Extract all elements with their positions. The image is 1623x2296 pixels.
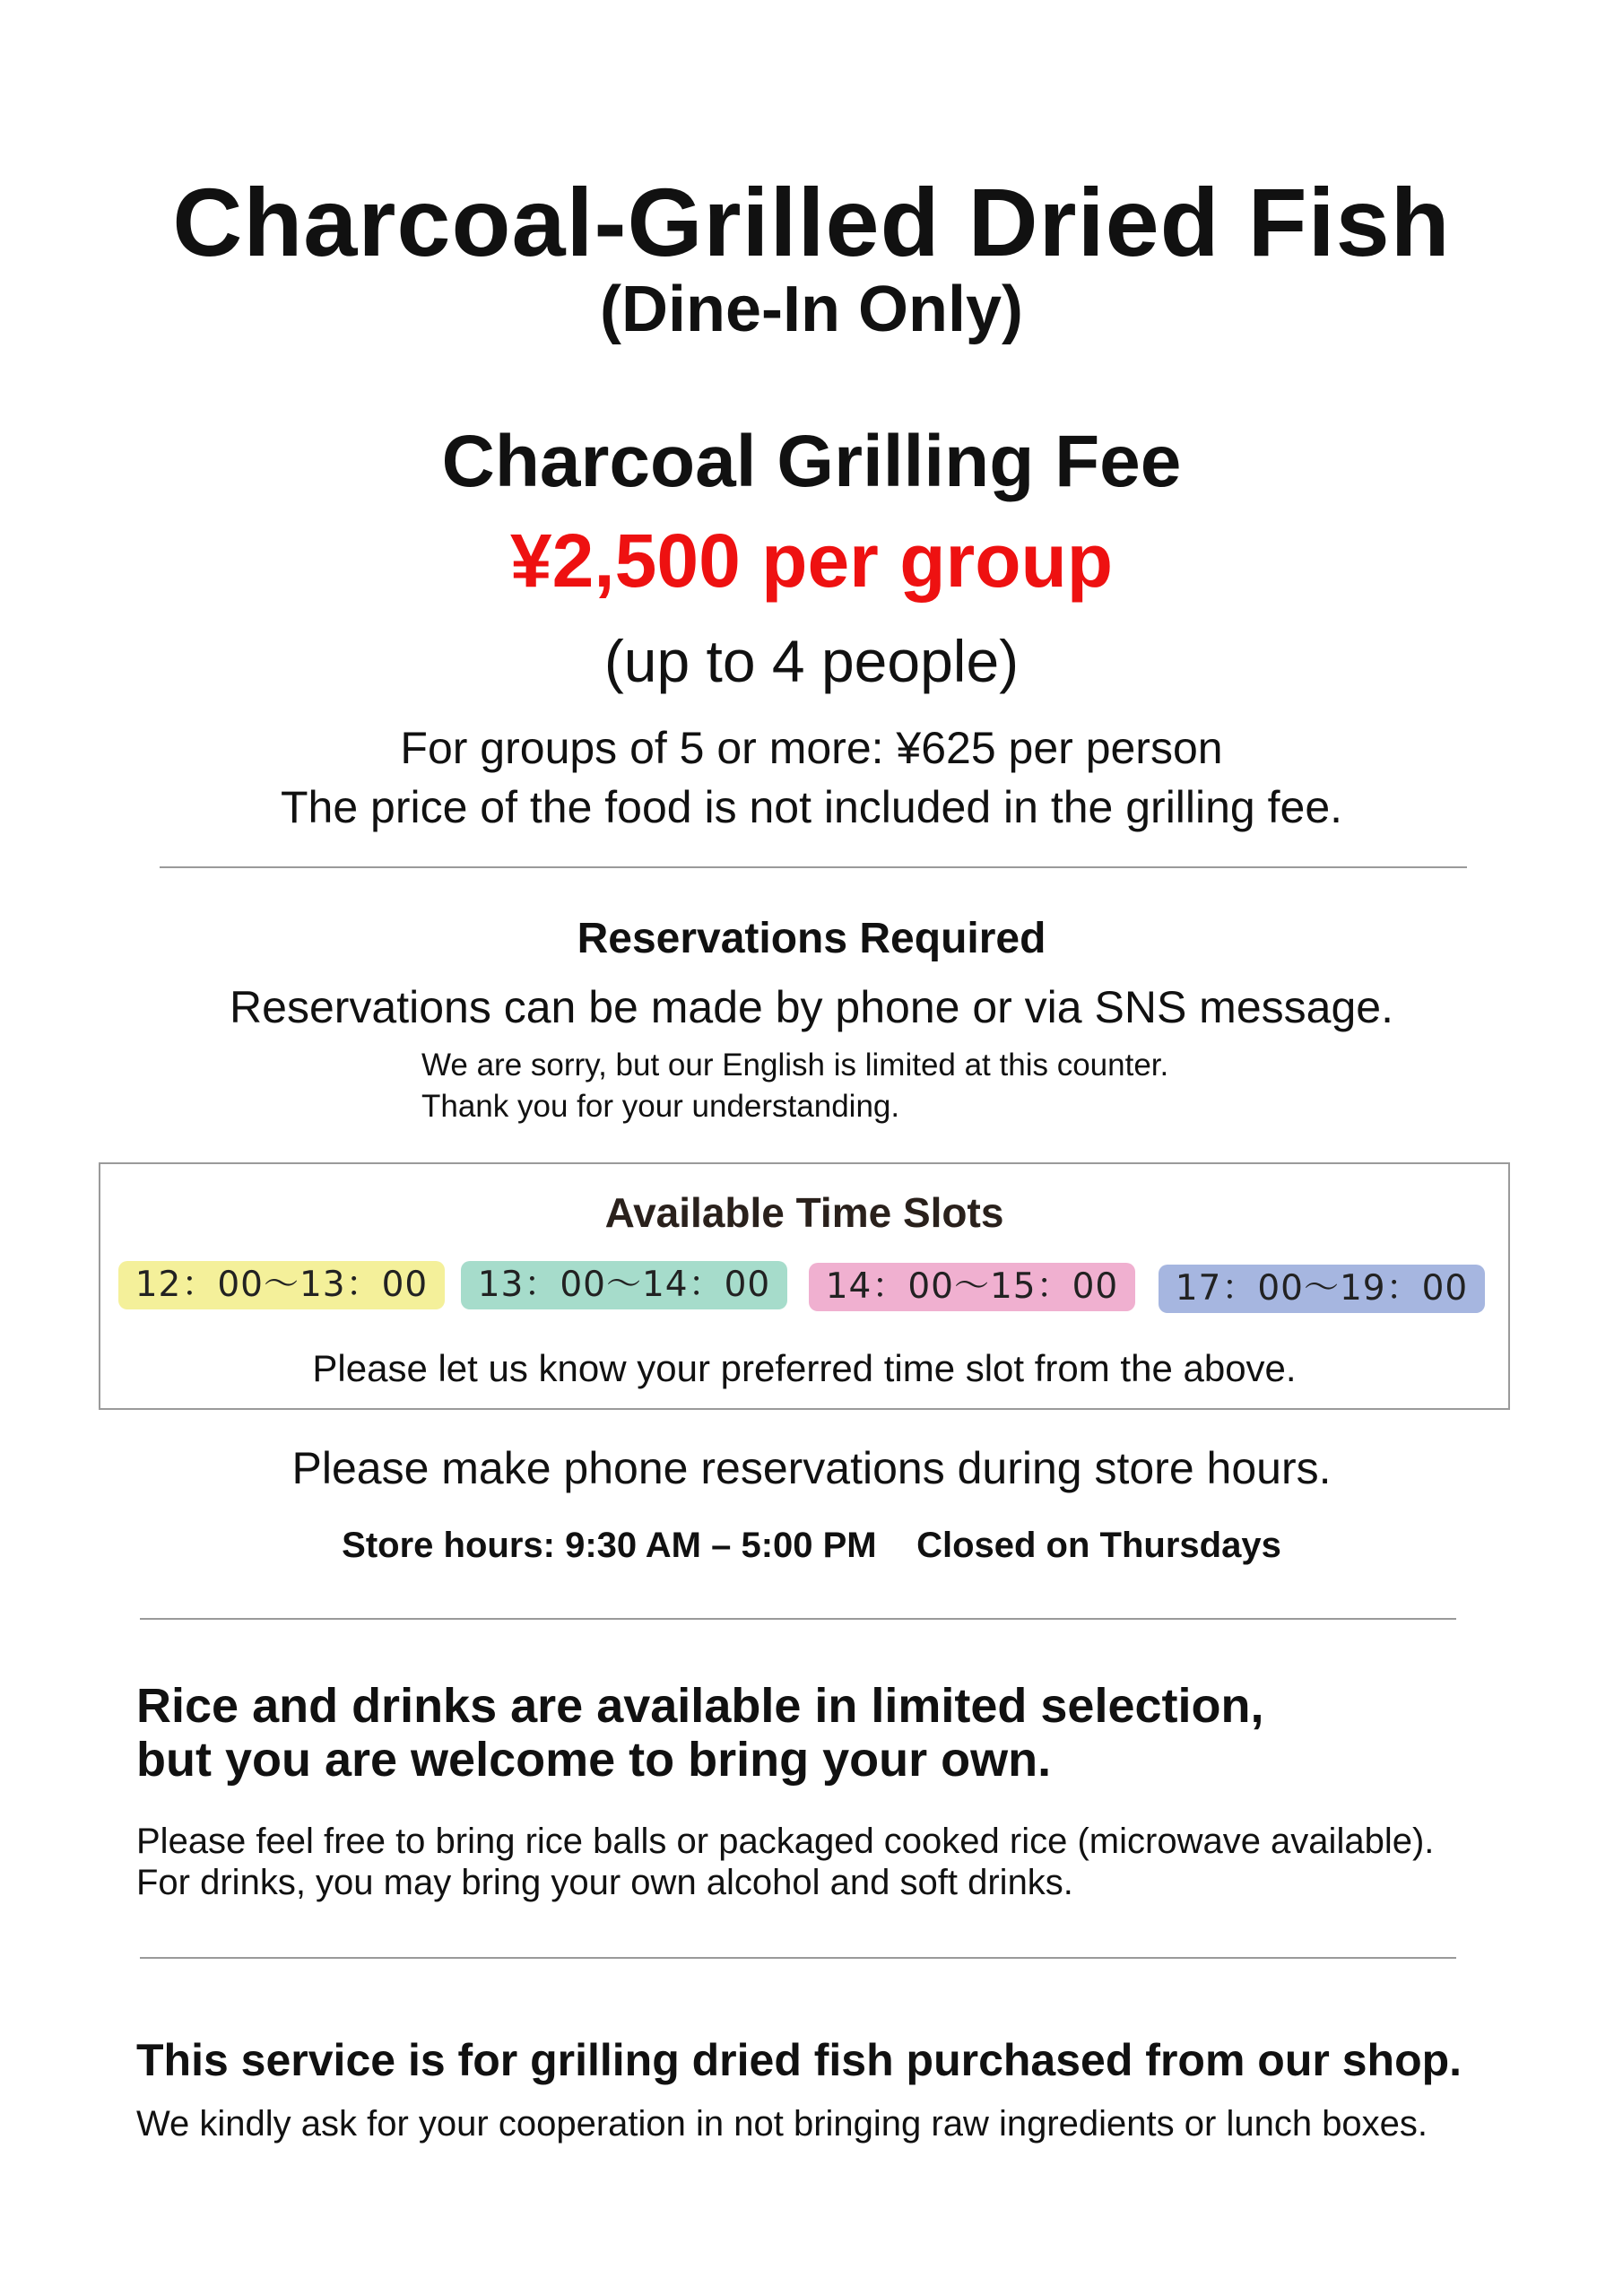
- time-slot-badge: 17：00〜19：00: [1159, 1265, 1485, 1313]
- fee-capacity: (up to 4 people): [603, 628, 1020, 694]
- store-hours: [0, 1520, 1623, 1570]
- rice-drinks-heading: [136, 1679, 1481, 1787]
- rice-drinks-detail-line: Please feel free to bring rice balls or packaged cooked rice (microwave available).: [136, 1822, 1435, 1861]
- rice-drinks-heading-line: but you are welcome to bring your own.: [136, 1733, 1052, 1787]
- fee-heading: Charcoal Grilling Fee: [441, 421, 1182, 502]
- apology-line: We are sorry, but our English is limited at this counter.: [421, 1048, 1169, 1083]
- phone-reservation-note: Please make phone reservations during store hours.: [291, 1443, 1332, 1493]
- time-slots-note: Please let us know your preferred time slot from the above.: [312, 1347, 1297, 1389]
- divider: [140, 1618, 1456, 1620]
- service-detail: We kindly ask for your cooperation in not bringing raw ingredients or lunch boxes.: [136, 2104, 1428, 2144]
- closed-day-text: Closed on Thursdays: [916, 1526, 1281, 1565]
- page-title: Charcoal-Grilled Dried Fish: [172, 168, 1451, 276]
- language-apology: [421, 1045, 1497, 1127]
- rice-drinks-detail: [136, 1821, 1589, 1903]
- time-slot-badge: 13：00〜14：00: [461, 1261, 787, 1309]
- fee-price: ¥2,500 per group: [509, 518, 1114, 603]
- rice-drinks-detail-line: For drinks, you may bring your own alcohol and soft drinks.: [136, 1863, 1073, 1902]
- page-subtitle: (Dine-In Only): [600, 274, 1023, 345]
- food-price-note: The price of the food is not included in the grilling fee.: [280, 782, 1343, 832]
- rice-drinks-heading-line: Rice and drinks are available in limited selection,: [136, 1679, 1264, 1733]
- service-heading: This service is for grilling dried fish purchased from our shop.: [136, 2035, 1462, 2085]
- store-hours-text: Store hours: 9:30 AM – 5:00 PM: [342, 1526, 877, 1565]
- apology-line: Thank you for your understanding.: [421, 1089, 900, 1124]
- group-price-note: For groups of 5 or more: ¥625 per person: [400, 723, 1223, 773]
- time-slots-panel: [99, 1162, 1510, 1410]
- divider: [160, 866, 1467, 868]
- reservations-heading: Reservations Required: [577, 915, 1046, 962]
- time-slot-badge: 14：00〜15：00: [809, 1263, 1135, 1311]
- time-slots-heading: Available Time Slots: [604, 1189, 1004, 1236]
- reservations-methods: Reservations can be made by phone or via SNS message.: [230, 982, 1393, 1032]
- time-slot-badge: 12：00〜13：00: [118, 1261, 445, 1309]
- divider: [140, 1957, 1456, 1959]
